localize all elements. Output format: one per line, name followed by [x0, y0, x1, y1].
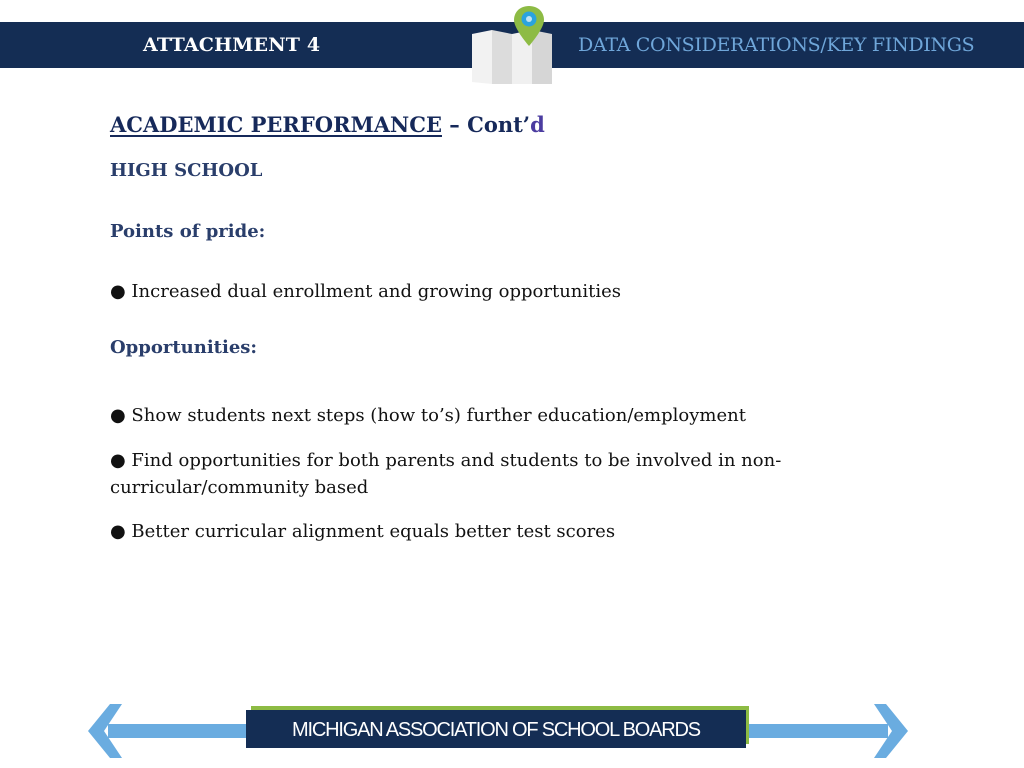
- title-main: ACADEMIC PERFORMANCE: [110, 112, 442, 137]
- points-of-pride-heading: Points of pride:: [110, 221, 266, 242]
- page-title: [110, 112, 545, 137]
- title-suffix: d: [530, 112, 545, 137]
- opportunities-heading: Opportunities:: [110, 337, 258, 358]
- opportunity-item: ● Find opportunities for both parents and students to be involved in non-curricular/community based: [110, 450, 782, 498]
- attachment-label: ATTACHMENT 4: [143, 34, 321, 56]
- footer-organization: MICHIGAN ASSOCIATION OF SCHOOL BOARDS: [246, 710, 746, 748]
- opportunity-item: ● Better curricular alignment equals better test scores: [110, 521, 616, 542]
- section-heading: HIGH SCHOOL: [110, 160, 263, 181]
- section-title: DATA CONSIDERATIONS/KEY FINDINGS: [578, 34, 975, 56]
- pride-item: ● Increased dual enrollment and growing opportunities: [110, 281, 622, 302]
- title-contd: – Cont’: [441, 112, 531, 137]
- opportunity-item: ● Show students next steps (how to’s) further education/employment: [110, 405, 746, 426]
- map-pin-icon: [470, 4, 556, 84]
